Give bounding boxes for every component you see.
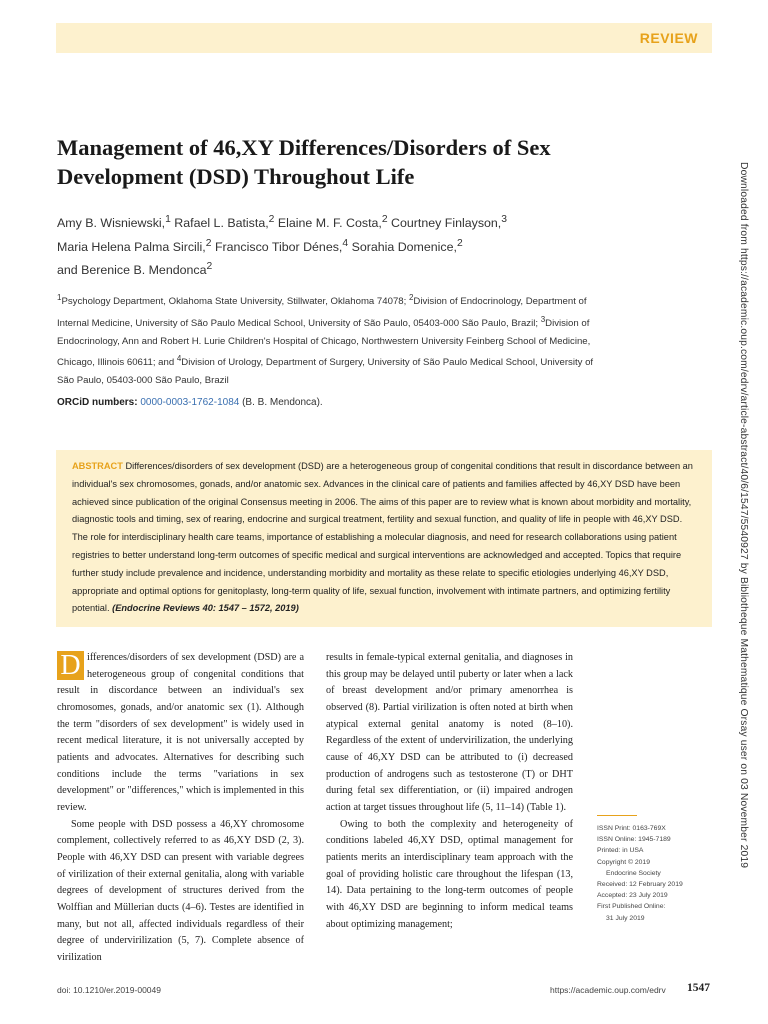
sidebar-rule: [597, 815, 637, 816]
first-published-label: First Published Online:: [597, 903, 666, 911]
issn-print: ISSN Print: 0163-769X: [597, 825, 666, 832]
abstract-citation: (Endocrine Reviews 40: 1547 – 1572, 2019): [112, 603, 299, 614]
paragraph: D ifferences/disorders of sex development (DSD) are a heterogeneous group of congenital conditions that result in discordance between an individual's sex chromosomes, gonads, and/or anatomic sex (1). Although the term "disorders of sex development" is widely used in recent medical literature, it is not universally accepted by patients and advocates. Alternatives for describing such conditions include the terms "variations in sex development" or "differences," which is implemented in this review.: [57, 650, 304, 813]
drop-cap: D: [57, 651, 84, 680]
paragraph: Owing to both the complexity and heterogeneity of conditions labeled 46,XY DSD, optimal management for patients merits an interdisciplinary team approach with the goal of providing holistic care throughout the lifespan (13, 14). Data pertaining to the long-term outcomes of people with 46,XY DSD are beginning to inform medical teams about optimizing management;: [326, 818, 573, 930]
received-date: Received: 12 February 2019: [597, 881, 683, 889]
author-3[interactable]: Elaine M. F. Costa,$^2$: [277, 214, 388, 231]
author-4[interactable]: Courtney Finlayson,$^3$: [391, 214, 507, 231]
society: Endocrine Society: [606, 869, 661, 877]
author-7[interactable]: Sorahia Domenice,$^2$: [351, 237, 463, 254]
section-banner: [56, 23, 712, 53]
accepted-date: Accepted: 23 July 2019: [597, 892, 668, 900]
printed-in: Printed: in USA: [597, 847, 644, 855]
doi[interactable]: doi: 10.1210/er.2019-00049: [57, 985, 161, 995]
page-number: 1547: [687, 982, 710, 994]
author-1[interactable]: Amy B. Wisniewski,$^1$: [57, 214, 171, 231]
body-column-2: [326, 650, 573, 933]
article-title: Management of 46,XY Differences/Disorders of Sex Development (DSD) Throughout Life: [57, 135, 551, 189]
publication-metadata: [597, 823, 717, 924]
abstract-heading: ABSTRACT: [72, 461, 123, 471]
author-5[interactable]: Maria Helena Palma Sircili,$^2$: [57, 237, 212, 254]
author-2[interactable]: Rafael L. Batista,$^2$: [174, 214, 275, 231]
author-list: [57, 210, 617, 281]
copyright: Copyright © 2019: [597, 858, 650, 866]
orcid-owner: (B. B. Mendonca).: [239, 397, 323, 408]
journal-url[interactable]: https://academic.oup.com/edrv: [550, 985, 666, 995]
download-watermark: Downloaded from https://academic.oup.com/edrv/article-abstract/40/6/1547/5540927 by Bibliotheque Mathematique Orsay user on 03 November 2019: [738, 162, 749, 869]
paragraph: Some people with DSD possess a 46,XY chromosome complement, collectively referred to as 46,XY DSD (2, 3). People with 46,XY DSD can present with variable degrees of virilization of their external genitalia, along with variable degrees of development of structures derived from the Wolffian and Müllerian ducts (4–6). Testes are identified in many, but not all, affected individuals regardless of their degree of undervirilization (5, 7). Complete absence of virilization: [57, 818, 304, 963]
first-published-date: 31 July 2019: [606, 914, 645, 922]
abstract-body: Differences/disorders of sex development (DSD) are a heterogeneous group of congenital conditions that result in discordance between an individual's sex chromosomes, gonads, and/or anatomic sex. Advances in the clinical care of patients and families affected by 46,XY DSD have been achieved since publication of the original Consensus meeting in 2006. The aims of this paper are to review what is known about morbidity and mortality, diagnostic tools and timing, sex of rearing, endocrine and surgical treatment, fertility and sexual function, and quality of life in people with 46,XY DSD. The role for interdisciplinary health care teams, importance of establishing a molecular diagnosis, and need for research collaborations using patient registries to better understand long-term outcomes of specific medical and surgical interventions are acknowledged and accepted. Topics that require further study include prevalence and incidence, understanding morbidity and mortality as these relate to specific etiologies underlying 46,XY DSD, appropriate and optimal options for genitoplasty, long-term quality of life, sexual function, involvement with intimate partners, and optimizing fertility potential.: [72, 461, 693, 614]
section-label: REVIEW: [639, 30, 698, 46]
affiliations: $^1$Psychology Department, Oklahoma State University, Stillwater, Oklahoma 74078; $^2$Division of Endocrinology, Department of Internal Medicine, University of São Paulo Medical School, University of São Paulo, 05403-000 São Paulo, Brazil; $^3$Division of Endocrinology, Ann and Robert H. Lurie Children's Hospital of Chicago, Northwestern University Feinberg School of Medicine, Chicago, Illinois 60611; and $^4$Division of Urology, Department of Surgery, University of São Paulo Medical School, University of São Paulo, 05403-000 São Paulo, Brazil: [57, 293, 594, 387]
body-column-1: [57, 650, 304, 966]
author-8[interactable]: and Berenice B. Mendonca$^2$: [57, 261, 213, 278]
author-6[interactable]: Francisco Tibor Dénes,$^4$: [214, 237, 349, 254]
abstract: [72, 458, 697, 618]
orcid-line: [57, 397, 323, 408]
orcid-label: ORCiD numbers:: [57, 397, 138, 408]
issn-online: ISSN Online: 1945-7189: [597, 836, 671, 844]
orcid-link[interactable]: 0000-0003-1762-1084: [140, 397, 240, 408]
paragraph: results in female-typical external genitalia, and diagnoses in this group may be delayed until puberty or later when a lack of breast development and/or primary amenorrhea is observed (8). Partial virilization is often noted at birth when atypical external genital anatomy is noted (8–10). Regardless of the extent of undervirilization, the underlying cause of 46,XY DSD can be attributed to (i) decreased production of androgens such as testosterone (T) or DHT during fetal sex differentiation, or (ii) impaired androgen action at target tissues throughout life (5, 11–14) (Table 1).: [326, 652, 573, 813]
